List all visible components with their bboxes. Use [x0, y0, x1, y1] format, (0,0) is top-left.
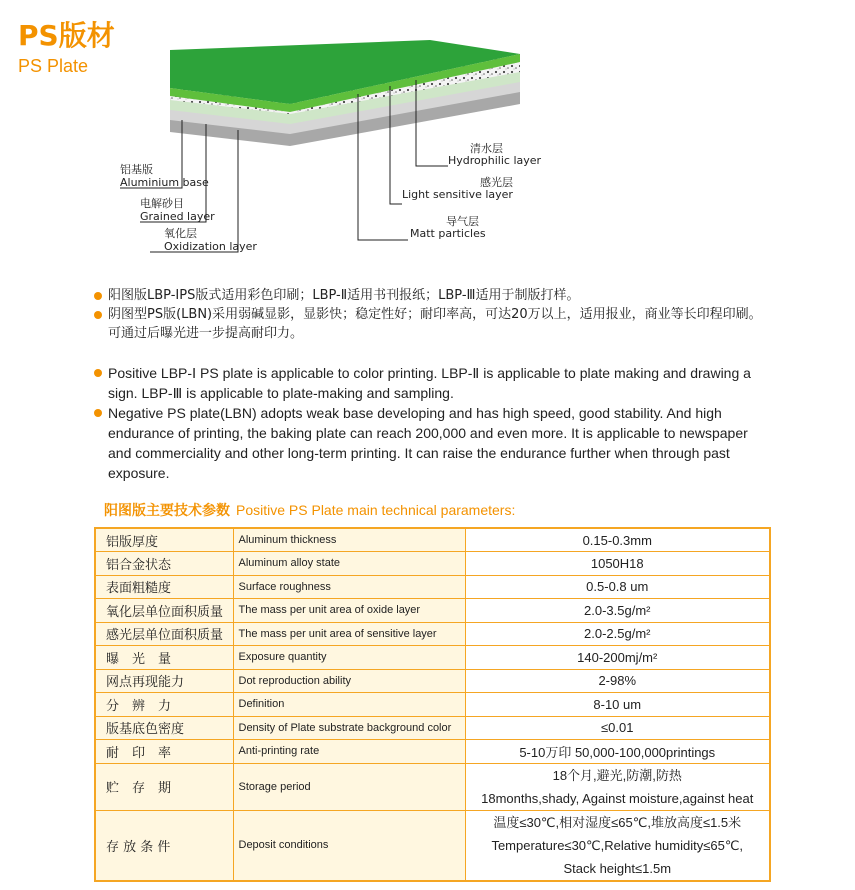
table-row — [95, 575, 770, 599]
param-name-en: Exposure quantity — [233, 646, 465, 670]
params-heading-en: Positive PS Plate main technical parameters: — [236, 502, 516, 518]
param-name-en: Definition — [233, 693, 465, 717]
table-row — [95, 693, 770, 717]
param-name-en: Anti-printing rate — [233, 740, 465, 764]
params-heading — [104, 500, 515, 520]
param-name-en: Deposit conditions — [233, 810, 465, 881]
table-row — [95, 669, 770, 693]
param-value: 0.5-0.8 um — [465, 575, 770, 599]
label-hydrophilic-en: Hydrophilic layer — [448, 154, 542, 167]
label-light-cn: 感光层 — [480, 176, 513, 189]
bullet-cn-1: 阳图版LBP-ⅠPS版式适用彩色印刷；LBP-Ⅱ适用书刊报纸；LBP-Ⅲ适用于制版打样。 — [94, 286, 774, 305]
label-light-en: Light sensitive layer — [402, 188, 513, 201]
bullet-dot-icon — [94, 292, 102, 300]
table-row — [95, 810, 770, 881]
param-name-cn: 铝合金状态 — [95, 552, 233, 576]
param-name-cn: 存 放 条 件 — [95, 810, 233, 881]
param-value — [465, 763, 770, 810]
param-value-line: Stack height≤1.5m — [563, 860, 672, 876]
bullet-en-1: Positive LBP-Ⅰ PS plate is applicable to color printing. LBP-Ⅱ is applicable to plate making and drawing a sign. LBP-Ⅲ is applicable to plate-making and sampling. — [94, 363, 769, 403]
table-row — [95, 740, 770, 764]
label-oxidization-en: Oxidization layer — [164, 240, 257, 253]
param-name-cn: 感光层单位面积质量 — [95, 622, 233, 646]
param-value-line: 温度≤30℃,相对湿度≤65℃,堆放高度≤1.5米 — [493, 814, 742, 830]
param-name-en: Aluminum thickness — [233, 528, 465, 552]
bullet-dot-icon — [94, 369, 102, 377]
label-grained-en: Grained layer — [140, 210, 215, 223]
param-value: 0.15-0.3mm — [465, 528, 770, 552]
table-row — [95, 622, 770, 646]
page-title-cn: PS版材 — [18, 19, 115, 52]
table-row — [95, 763, 770, 810]
param-value: 1050H18 — [465, 552, 770, 576]
param-name-en: Storage period — [233, 763, 465, 810]
param-value: 140-200mj/m² — [465, 646, 770, 670]
param-name-cn: 氧化层单位面积质量 — [95, 599, 233, 623]
param-name-en: Surface roughness — [233, 575, 465, 599]
param-name-en: Density of Plate substrate background color — [233, 716, 465, 740]
param-name-cn: 版基底色密度 — [95, 716, 233, 740]
param-value: 2-98% — [465, 669, 770, 693]
table-row — [95, 599, 770, 623]
label-aluminium-cn: 铝基版 — [120, 163, 153, 176]
param-name-en: Dot reproduction ability — [233, 669, 465, 693]
table-row — [95, 646, 770, 670]
param-value: 8-10 um — [465, 693, 770, 717]
plate-layer-diagram — [110, 40, 670, 270]
table-row — [95, 528, 770, 552]
bullet-dot-icon — [94, 409, 102, 417]
bullet-cn-2: 阴图型PS版(LBN)采用弱碱显影，显影快；稳定性好；耐印率高，可达20万以上，适用报业，商业等长印程印刷。可通过后曝光进一步提高耐印力。 — [94, 305, 774, 343]
param-value-line: Temperature≤30℃,Relative humidity≤65℃, — [491, 837, 744, 853]
label-grained-cn: 电解砂目 — [140, 197, 184, 210]
param-name-cn: 网点再现能力 — [95, 669, 233, 693]
param-value: 2.0-3.5g/m² — [465, 599, 770, 623]
label-oxidization-cn: 氧化层 — [164, 227, 197, 240]
param-name-en: Aluminum alloy state — [233, 552, 465, 576]
page-title-en: PS Plate — [18, 56, 89, 76]
param-name-cn: 贮 存 期 — [95, 763, 233, 810]
bullet-dot-icon — [94, 311, 102, 319]
label-matt-cn: 导气层 — [446, 215, 479, 228]
label-hydrophilic-cn: 清水层 — [470, 142, 503, 155]
param-value-line: 18个月,避光,防潮,防热 — [552, 767, 682, 783]
param-value: 5-10万印 50,000-100,000printings — [465, 740, 770, 764]
params-table — [94, 527, 771, 882]
param-name-cn: 表面粗糙度 — [95, 575, 233, 599]
param-name-cn: 耐 印 率 — [95, 740, 233, 764]
param-value — [465, 810, 770, 881]
label-matt-en: Matt particles — [410, 227, 486, 240]
param-name-cn: 铝版厚度 — [95, 528, 233, 552]
params-heading-cn: 阳图版主要技术参数 — [104, 503, 230, 519]
param-name-en: The mass per unit area of oxide layer — [233, 599, 465, 623]
param-name-en: The mass per unit area of sensitive layer — [233, 622, 465, 646]
table-row — [95, 552, 770, 576]
param-name-cn: 分 辨 力 — [95, 693, 233, 717]
bullet-en-2: Negative PS plate(LBN) adopts weak base developing and has high speed, good stability. And high endurance of printing, the baking plate can reach 200,000 and even more. It is applicable to newspaper and commerciality and other long-term printing. It can raise the endurance further when through past exposure. — [94, 403, 769, 483]
param-value-line: 18months,shady, Against moisture,against heat — [481, 790, 754, 806]
table-row — [95, 716, 770, 740]
label-aluminium-en: Aluminium base — [120, 176, 209, 189]
param-value: 2.0-2.5g/m² — [465, 622, 770, 646]
param-value: ≤0.01 — [465, 716, 770, 740]
param-name-cn: 曝 光 量 — [95, 646, 233, 670]
